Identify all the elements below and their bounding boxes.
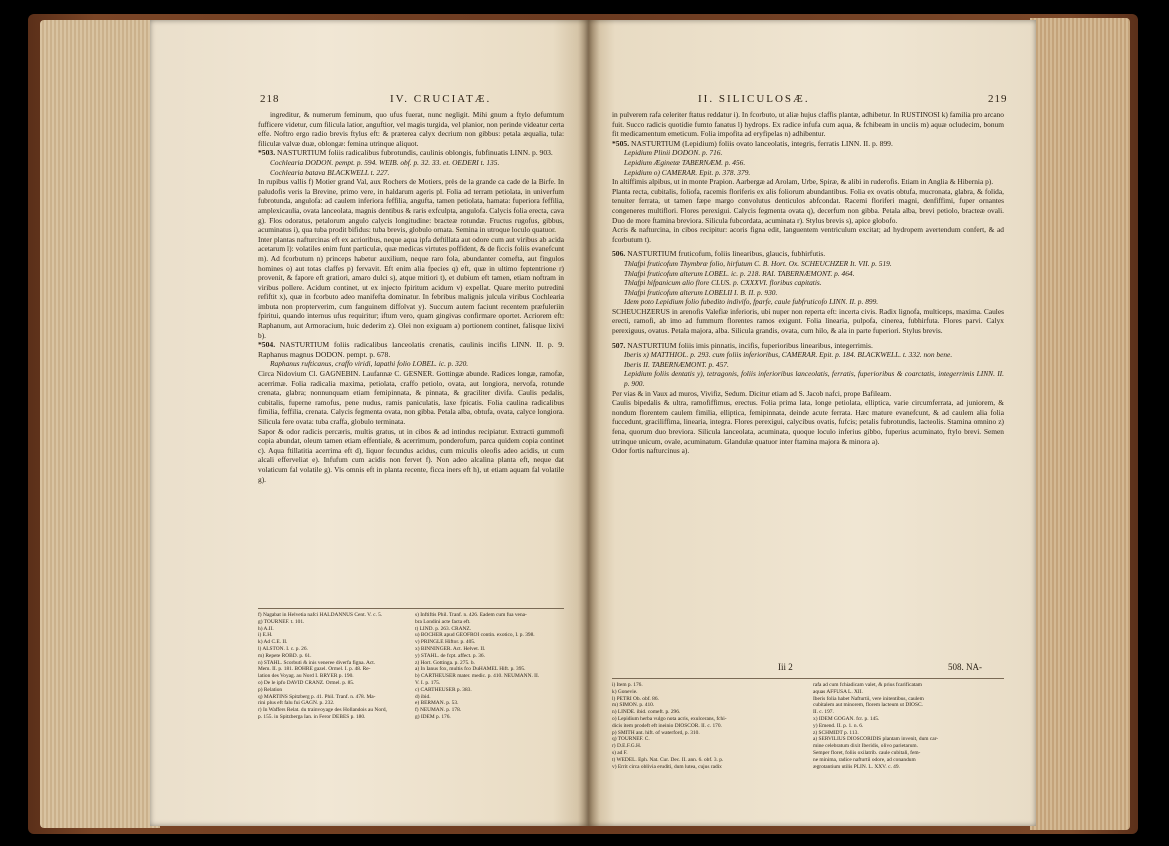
synonym-reference: Thlafpi hifpanicum alio flore CLUS. p. CXXXVI. floribus capitatis. [624,278,822,288]
entry-text: NASTURTIUM fruticofum, foliis linearibus, glaucis, fubhirfutis. [627,249,826,259]
footnote-line: V. I. p. 175. [415,679,441,686]
footnote-line: f) NEUMAN. p. 178. [415,707,462,714]
entry-number: *504. [258,340,280,350]
footnote-line: a) In Ianus fox, multis fco DuHAMEL Hift. p. 395. [415,666,526,673]
catchword: 508. NA- [948,662,982,672]
body-paragraph: Planta recta, cubitalis, foliofa, racemis floriferis ex alis foliorum abundantibus. Folia ex ovatis obtufa, mucronata, glabra, & folida, tenuiter ferrata, ut tamen fæpe margo convolutus denticulos abfcondat. Racemi floriferi magni, denfiffimi, fuper ornantes congeneres multiflori. Flores perexigui. Calycis fegmenta ovata q), decerfum non gibba. Petala alba, brevi petiolo, bracteæ ovali. Duo de more ftamina breviora. Silicula fubcordata, acuminata r). Stylus brevis s), apice globofo. [612,186,1004,225]
synonym-reference: Lepidium o) CAMERAR. Epit. p. 378. 379. [624,167,751,177]
entry-text: NASTURTIUM (Lepidium) foliis ovato lanceolatis, integris, ferratis LINN. II. p. 899. [630,138,893,148]
footnote-line: g) TOURNEF. t. 101. [258,618,305,625]
left-footnotes [258,608,564,721]
synonym-reference: Iberis II. TABERNÆMONT. p. 457. [624,359,729,369]
footnote-line: n) STAHL. Scorbuti & inis veneree diverfa figna. Act. [258,659,376,666]
right-running-head: II. SILICULOSÆ. [698,93,810,105]
footnote-line: y) Emend. II. p. 1. n. 6. [813,722,864,729]
footnote-line: q) MARTINS Spitzberg p. 41. Phil. Tranf. n. 478. Ma- [258,693,376,700]
footnote-line: t) LIND. p. 263. CRANZ. [415,625,471,632]
footnote-line: h) A.II. [258,625,274,632]
footnote-line: r) D.E.F.G.H. [612,743,642,750]
body-paragraph: Sapor & odor radicis percæris, multis gratus, ut in cibos & ad intindus recipiatur. Extracti gummofi copia abundat, oleum tamen etiam effentiale, & acerrimum, ponderofum, parca quidem copia continet c). Aqua ftillatitia acerrima eft d), liquor fecundus acidus, cum miculis oleofis adeo acidis, ut cum alcali efferveliat e). Infufum cum acidis non fervet f). Non adeo alcalina planta eft, neque dat volaticum fal volatile g). Vis omnis eft in planta recente, ficca iners eft h), ut etiam aquam fal volatile g). [258,426,564,484]
right-page-number: 219 [988,93,1008,105]
footnote-line: t) WEDEL. Eph. Nat. Cur. Dec. II. ann. 6. obf. 3. p. [612,756,724,763]
footnote-line: g) IDEM p. 176. [415,713,451,720]
footnote-line: aquas AFFUSA L. XII. [813,688,863,695]
footnote-line: f) Nagabat in Helvetia nafci HALDANNUS Cent. V. c. 5. [258,612,383,618]
footnote-line: v) Errit circa oblivia eruditi, dum lutea, cujus radix [612,763,722,770]
body-paragraph: SCHEUCHZERUS in arenofis Valefiæ inferioris, ubi nuper non reperta eft: incerta civis. Radix lignofa, multiceps, maxima. Caules erecti, ramofi, ab imo ad fummum florentes ramos exigunt. Folia linearia, pulpofa, cinerea, fubhirfuta. Flores parvi. Calyx perexiguus, ovatus. Petala majora, alba. Silicula grandis, ovata, cum hilo, & ala in parte fuperiori. Stylus brevis. [612,306,1004,336]
footnote-line: ne minima, radice nafturtii odore, ad conandum [813,756,916,763]
left-running-head: IV. CRUCIATÆ. [390,93,492,105]
footnote-line: m) Repete ROBD. p. 61. [258,652,312,659]
left-footnotes-col-1 [258,612,407,721]
footnote-line: z) SCHMIDT p. 113. [813,729,859,736]
body-paragraph: in pulverem rafa celeriter ftatus reddatur i). In fcorbuto, ut aliæ hujus claffis plantæ, adhibetur. In RUSTINOSI k) familia pro arcano fuit. Succo radicis quotidie fumto fanatus l) hydrops. Ex radice infufa cum aqua, & fchibeam in unciis m) aquæ ocludecim, bonum fit medicamentum emeticum. Folia impofita ad eryfipelas n) adhibentur. [612,110,1004,139]
footnote-line: e) BERMAN. p. 53. [415,700,459,707]
footnote-line: cubitalem aut minorem, florem lacteum ut DIOSC. [813,702,923,709]
body-paragraph: In altiffimis alpibus, ut in monte Prapion. Aarbergæ ad Arolam, Urbe, Spiræ, & alibi in ruderofis. Etiam in Anglia & Hibernia p). [612,177,994,187]
footnote-line: l) PETRI Ob. obf. 86. [612,695,659,702]
species-entry [612,341,1004,351]
footnote-line: Mem. II. p. 181. BOHRE gazel. Ormel. I. p. 48. Re- [258,666,371,673]
footnote-line: x) BINNINGER. Act. Helvet. II. [415,645,486,652]
body-paragraph: Caulis bipedalis & ultra, ramofiffimus, erectus. Folia prima lata, longe petiolata, elliptica, varie circumferrata, ad juniorem, & nondum florentem caulem fimilia, elliptica, femipinnata, deinde acute ferrata. Hæc mature evanefcunt, & ad caulem alia folia fuccedunt, graciliffima, linearia, integra. Flores perexigui, calycibus ovatis, fufcis; petalis fubrotundis, lacteolis. Stamina omnino z) fena, quorum duo breviora. Silicula lanceolata, acuminata, quoque loculo inferius gibbo, fuperius acuminato, ftylo brevi. Semen utrinque unicum, ovale, acuminatum. Glandulæ quatuor inter ftamina majora & minora a). [612,398,1004,446]
synonym-reference: Raphanus rufticanus, craffo viridi, lapathi folio LOBEL. ic. p. 320. [270,359,469,369]
footnote-line: v) PRINGLE Hiftor. p. 405. [415,639,476,646]
footnote-line: bra Londini acte facta eft. [415,618,471,625]
footnote-line: k) Gonevie. [612,688,638,695]
footnote-line: a) SERVILIUS DIOSCORIDIS plantam invenit, dum car- [813,736,939,743]
entry-text: NASTURTIUM foliis radicalibus fubrotundis, caulinis oblongis, fubfinuatis LINN. p. 903. [276,148,553,158]
footnote-line: Iberis folia habet Nafturtii, vere initentibus, caulem [813,695,924,702]
synonym-reference: Iberis x) MATTHIOL. p. 293. cum foliis inferioribus, CAMERAR. Epit. p. 184. BLACKWELL. t. 332. non bene. [624,350,953,360]
synonym-reference: Thlafpi fruticofum Thymbræ folio, hirfutum C. B. Hort. Ox. SCHEUCHZER It. VII. p. 519. [624,258,892,268]
synonym-reference: Lepidium Æginetæ TABERNÆM. p. 456. [624,157,746,167]
footnote-line: s) ad F. [612,749,628,756]
body-paragraph: Per vias & in Vaux ad muros, Vivifiz, Sedum. Dicitur etiam ad S. Jacob nafci, prope Bafileam. [612,388,892,398]
footnote-line: c) CARTHEUSER p. 383. [415,686,472,693]
entry-number: 507. [612,340,628,350]
footnote-line: k) Ad C.E. II. [258,639,288,646]
body-paragraph: ingreditur, & numerum feminum, quo ufus fuerat, nunc negligit. Mihi gnum a ftylo defumtum fufficere videtur, cum filicula latior, anguftior, vel magis turgida, vel planior, non perinde videatur certa effe. Noftro ergo radio brevis ftylus eft: & præterea calyx decrium non gibbus: petala æqualia, tula: filiculæ valvæ duæ, oblongæ: femina utrinque aliquot. [258,110,564,148]
footnote-line: p) Relation [258,686,283,693]
left-page-number: 218 [260,93,280,105]
entry-number: 506. [612,249,628,259]
left-footnotes-col-2 [415,612,564,721]
synonym-reference: Lepidium Plinii DODON. p. 716. [624,148,723,158]
left-page-edges [40,20,160,828]
body-paragraph: Acris & nafturcina, in cibos recipitur: acoris figna edit, languentem ventriculum excitat; ad hydropem avertendum confert, & ad fcorbutum t). [612,225,1004,244]
footnote-line: i) Item p. 176. [612,682,643,688]
species-entry [258,148,564,158]
right-footnotes-col-2 [813,682,1004,770]
footnote-line: rini plus eft falu fui GAGN. p. 232. [258,700,335,707]
synonym-reference: Cochlearia batava BLACKWELL t. 227. [270,167,390,177]
left-page [150,20,588,826]
signature-mark: Iii 2 [778,662,793,672]
footnote-line: n) LINDE. ibid. comeft. p. 296. [612,709,681,716]
footnote-line: x) IDEM GOGAN. fcr. p. 145. [813,715,880,722]
footnote-line: u) BOCHER apud GEOFROI contin. exotico, I. p. 398. [415,632,535,639]
entry-text: NASTURTIUM foliis imis pinnatis, incifis, fuperioribus linearibus, integerrimis. [627,340,873,350]
species-entry [612,249,1004,259]
footnote-line: o) De le ipfo DAVID CRANZ. Ormel. p. 85. [258,679,355,686]
right-page-body [612,110,1004,456]
species-entry [258,340,564,359]
footnote-line: Semper floret, foliis oxilatrib. caule cubitali, fem- [813,749,921,756]
synonym-reference: Cochlearia DODON. pempt. p. 594. WEIB. obf. p. 32. 33. et. OEDERI t. 135. [270,157,500,167]
right-footnotes-col-1 [612,682,803,770]
footnote-line: o) Lepidium herba vulgo nota acris, exulcerans, fchi- [612,715,727,722]
right-page-edges [1030,18,1130,830]
right-page [588,20,1036,826]
footnote-line: l) ALSTON. I. c. p. 26. [258,645,308,652]
footnote-line: i) E.H. [258,632,273,639]
synonym-reference: Lepidium foliis dentatis y), tetragonis, foliis inferioribus lanceolatis, ferratis, fuperioribus & coarctatis, integerrimis LINN. II. p. 900. [624,369,1004,389]
footnote-line: p. 155. in Spitzberga Ian. in Feror DEBES p. 180. [258,713,366,720]
species-entry [612,139,1004,149]
body-paragraph: Circa Nidovium Cl. GAGNEBIN. Laufannæ C. GESNER. Gottingæ abunde. Radices longæ, ramofæ, acerrimæ. Folia radicalia maxima, petiolata, craffo petiolo, ovata, aut longiora, nervofa, rotunde crenata, glabra; nonnunquam etiam femipinnata, & pinnata, & graciliter divifa. Caulis pedalis, cubitalis, fuperne ramofus, pene nudus, ramis paniculatis, laxe fpicatis. Folia caulina radicalibus fimilia, feffilia, crenata. Calycis fegmenta ovata, non gibba. Petala alba, obtufa, ovata, calyce longiora. Silicula fere ovata: tuba craffa, globulo terminata. [258,369,564,426]
footnote-line: z) Hort. Gottinga. p. 275. b. [415,659,475,666]
body-paragraph: Odor fortis nafturcinus a). [612,446,690,456]
footnote-line: r) In Waffers Relat. du trainvoyage des Hollandois au Nord, [258,707,387,714]
footnote-line: p) SMITH ant. hift. of waterford, p. 310. [612,729,700,736]
synonym-reference: Thlafpi fruticofum alterum LOBEL. ic. p. 218. RAI. TABERNÆMONT. p. 464. [624,268,855,278]
right-footnotes [612,678,1004,770]
book-gutter [578,20,600,826]
footnote-line: rafa ad cum fchiadicam valet, & prius fcarificatam [813,682,922,688]
footnote-line: q) TOURNEF. C. [612,736,650,743]
entry-number: *503. [258,148,277,158]
footnote-line: ægrotantium utilis PLIN. L. XXV. c. 49. [813,763,900,770]
footnote-line: II. c. 197. [813,709,834,716]
synonym-reference: Idem poto Lepidium folio fubedito indivifo, fparfe, caule fubfruticofo LINN. II. p. 899. [624,297,879,307]
left-page-body [258,110,564,484]
footnote-line: m) SIMON. p. 410. [612,702,655,709]
footnote-line: mine celebratum dixit Iberidis, olivo parietarum. [813,743,918,750]
entry-number: *505. [612,138,631,148]
footnote-line: dicis item prodeft eft ineinio DIOSCOR. II. c. 170. [612,722,722,729]
entry-text: NASTURTIUM foliis radicalibus lanceolatis crenatis, caulinis incifis LINN. II. p. 9. Raphanus magnus DODON. pempt. p. 678. [258,340,565,359]
footnote-line: y) STAHL. de fcpt. affect. p. 36. [415,652,485,659]
body-paragraph: Inter plantas nafturcinas eft ex acrioribus, neque aqua ipfa deftillata aut odore cum aut viribus ab acida acetarum l): volatiles enim funt particulæ, quæ medicas virtutes poffident, & de ficcis foliis evanefcunt m). Ad fcorbutum n) princeps habetur auxilium, neque raro fola, abundanter comefta, aut fingulos homines o) aut totas claffes p) fervavit. Eft enim alia fpecies q) eft, quæ in ultimo feptentrione r) provenit, & fapore eft gratiori, amaro dulci s), atque mitiori t), et dubium eft tamen, etiam noftram in viribus pollere. Acidum continet, ut ex injecto fpiritum acidum v) expellat. Quare merito putredini refiftit x), quæ in fcorbuto adeo manifefta dominatur. In febribus malignis julcula viribus Cochlearia imbuta non propterverim, cum fanguinem diffolvat y). Succum autem faciunt recentem præfuleriin fpiritui, quando internus ufus requiritur; iftum vero, quam gingivas confirmare oportet. Acriorem eft: Raphanum, aut Armoracium, huic dederim z). Olei non exiguam a) portionem continet, falisque lixivi b). [258,234,564,340]
footnote-line: b) CARTHEUSER mater. medic. p. 410. NEUMANN. II. [415,673,540,680]
synonym-reference: Thlafpi fruticofum alterum LOBELII I. B. II. p. 930. [624,287,778,297]
body-paragraph: In rupibus vallis f) Motier grand Val, aux Rochers de Motiers, près de la grande ca cade de la Birfe. In paludofis veris la Brevine, primo vere, in haldarum ageris pl. Folia ad terram petiolata, in univerfum fubrotunda, angulofa: ad caulem inferiora feffilia, angufta, tamen petiolata, hamata: fuperiora feffilia, amplexicaulia, ovata lanceolata, magnis dentibus & raris exfculpta, angulofa. Calycis folia erecta, cava g). Flos odoratus, petalorum angulo calycis longitudine: bracteæ rotundæ. Fructus rugofus, gibbus, acuminatus i), qua tuba prodit bifidus: tuba brevis, globulo ornata. Semina in utroque loculo quatuor. [258,177,564,235]
footnote-line: s) Inftiftis Phil. Tranf. n. 426. Eadem cum fua vena- [415,612,527,618]
footnote-line: lation des Voyag. au Nord I. BRYER p. 190. [258,673,354,680]
footnote-line: d) ibid. [415,693,431,700]
